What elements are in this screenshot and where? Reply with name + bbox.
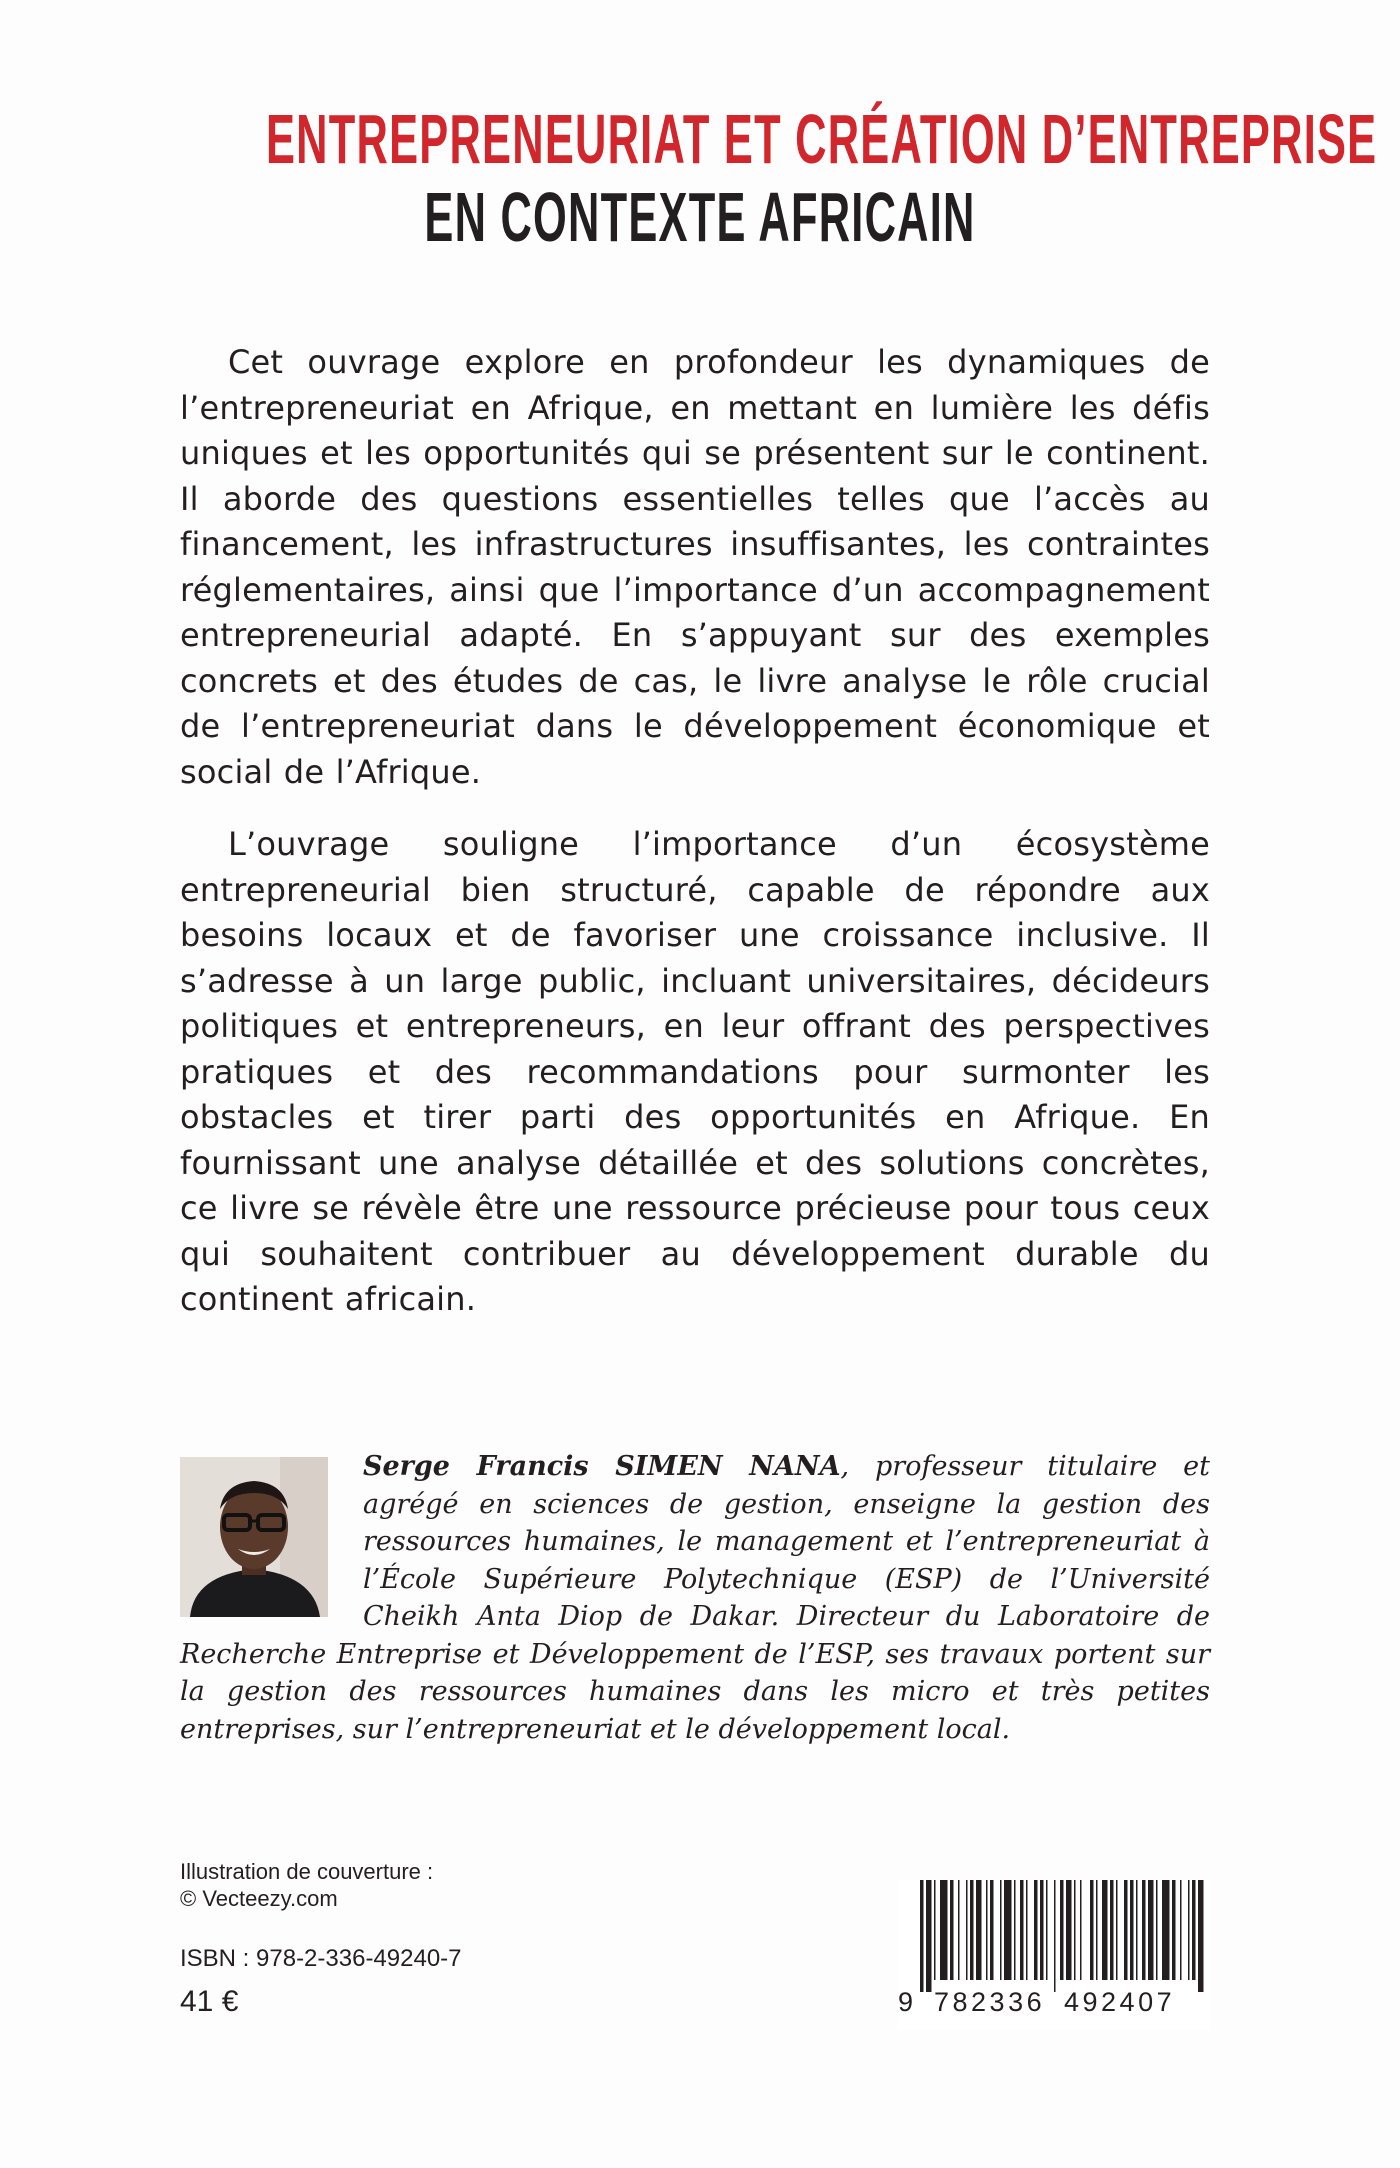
barcode-bar — [1004, 1880, 1012, 1980]
barcode-bar — [1124, 1880, 1128, 1980]
barcode-bar — [1142, 1880, 1146, 1980]
barcode-bar — [986, 1880, 988, 1980]
barcode-bar — [1090, 1880, 1094, 1980]
barcode-bar — [950, 1880, 954, 1980]
title-line-2: EN CONTEXTE AFRICAIN — [424, 178, 976, 256]
photo-spacer — [180, 1448, 363, 1620]
isbn: ISBN : 978-2-336-49240-7 — [180, 1945, 462, 1972]
barcode-bar — [926, 1880, 932, 1992]
barcode-bar — [990, 1880, 994, 1980]
barcode-bar — [1180, 1880, 1182, 1980]
barcode-bar — [1188, 1880, 1190, 1980]
barcode-bar — [1074, 1880, 1076, 1980]
barcode-bar — [1102, 1880, 1108, 1980]
barcode-bar — [1156, 1880, 1158, 1980]
author-name: Serge Francis SIMEN NANA — [363, 1451, 841, 1482]
barcode-bar — [1130, 1880, 1134, 1980]
barcode-bar — [1116, 1880, 1118, 1980]
barcode-bar — [1040, 1880, 1044, 1980]
barcode-bar — [1026, 1880, 1028, 1980]
barcode-bar — [1148, 1880, 1154, 1980]
barcode-bar — [1110, 1880, 1114, 1980]
barcode-bars — [898, 1880, 1210, 1992]
barcode-bar — [1172, 1880, 1176, 1980]
barcode-bar — [934, 1880, 936, 1980]
barcode-first-digit: 9 — [898, 1987, 917, 2017]
barcode-bar — [1080, 1880, 1082, 1980]
barcode-bar — [1066, 1880, 1072, 1980]
barcode-bar — [1054, 1880, 1056, 1992]
barcode-group-1: 782336 — [934, 1987, 1046, 2017]
barcode-bar — [940, 1880, 948, 1980]
book-title — [0, 100, 1400, 256]
barcode-bar — [966, 1880, 968, 1980]
barcode-bar — [970, 1880, 974, 1980]
title-line-1: ENTREPRENEURIAT ET CRÉATION D’ENTREPRISE — [266, 100, 1378, 178]
barcode-bar — [1034, 1880, 1038, 1980]
barcode-bar — [1020, 1880, 1024, 1980]
barcode-bar — [920, 1880, 924, 1992]
price: 41 € — [180, 1985, 239, 2018]
barcode-bar — [1198, 1880, 1204, 1992]
barcode-bar — [1096, 1880, 1098, 1980]
cover-credit — [180, 1858, 433, 1912]
illustration-source: © Vecteezy.com — [180, 1886, 338, 1911]
barcode-bar — [1060, 1880, 1064, 1980]
barcode-bar — [1192, 1880, 1196, 1980]
barcode-bar — [1014, 1880, 1016, 1980]
barcode-bar — [1000, 1880, 1002, 1980]
summary-paragraph-2: L’ouvrage souligne l’importance d’un écosystème entrepreneurial bien structuré, capable de répondre aux besoins locaux et de favoriser une croissance inclusive. Il s’adresse à un large public, incluant universitaires, décideurs politiques et entrepreneurs, en leur offrant des perspectives pratiques et des recommandations pour surmonter les obstacles et tirer parti des opportunités en Afrique. En fournissant une analyse détaillée et des solutions concrètes, ce livre se révèle être une ressource précieuse pour tous ceux qui souhaitent contribuer au développement durable du continent africain. — [180, 825, 1210, 1318]
barcode-bar — [976, 1880, 982, 1980]
summary-paragraph-1: Cet ouvrage explore en profondeur les dynamiques de l’entrepreneuriat en Afrique, en mettant en lumière les défis uniques et les opportunités qui se présentent sur le continent. Il aborde des questions essentielles telles que l’accès au financement, les infrastructures insuffisantes, les contraintes réglementaires, ainsi que l’importance d’un accompagnement entrepreneurial adapté. En s’appuyant sur des exemples concrets et des études de cas, le livre analyse le rôle crucial de l’entrepreneuriat dans le développement économique et social de l’Afrique. — [180, 343, 1210, 791]
author-description: , professeur titulaire et agrégé en sciences de gestion, enseigne la gestion des ressources humaines, le management et l’entrepreneuriat à l’École Supérieure Polytechnique (ESP) de l’Université Cheikh Anta Diop de Dakar. Directeur du Laboratoire de Recherche Entreprise et Développement de l’ESP, ses travaux portent sur la gestion des ressources humaines dans les micro et très petites entreprises, sur l’entrepreneuriat et le développement local. — [180, 1451, 1210, 1745]
barcode-bar — [1046, 1880, 1048, 1980]
barcode-bar — [1162, 1880, 1170, 1980]
barcode-bar — [1136, 1880, 1138, 1980]
illustration-label: Illustration de couverture : — [180, 1859, 434, 1884]
barcode-bar — [958, 1880, 960, 1980]
author-bio — [180, 1448, 1210, 1748]
barcode-group-2: 492407 — [1064, 1987, 1176, 2017]
barcode — [898, 1880, 1210, 2030]
